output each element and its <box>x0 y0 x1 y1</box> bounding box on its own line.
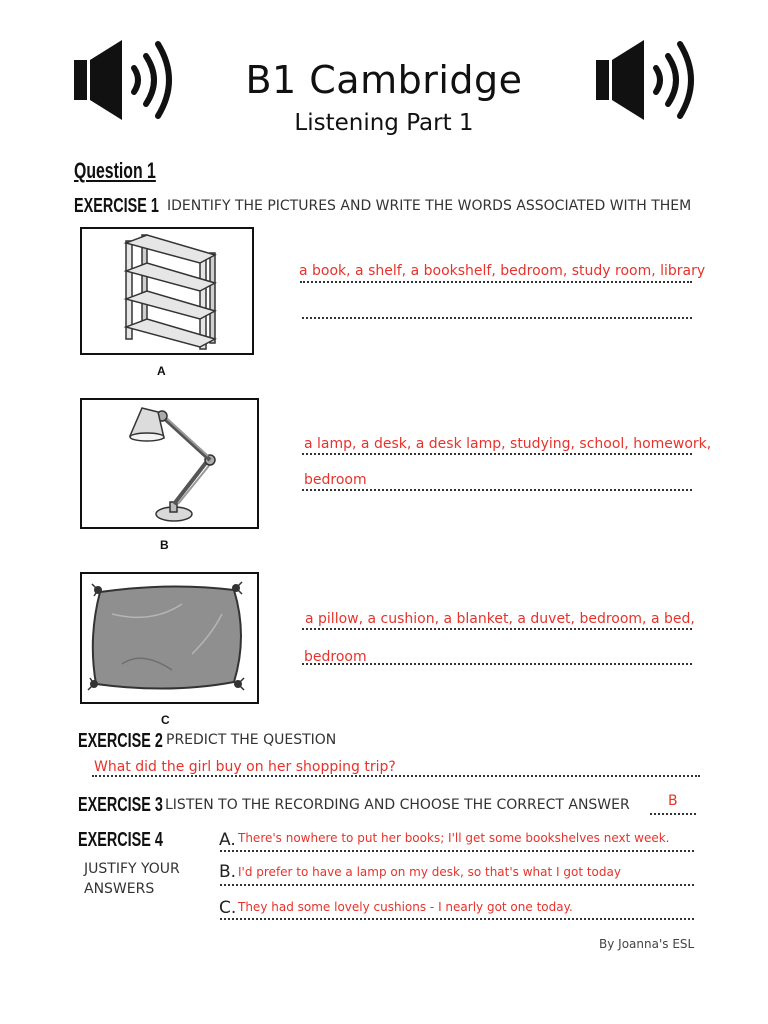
picture-b <box>80 398 259 529</box>
exercise3-instruction: LISTEN TO THE RECORDING AND CHOOSE THE CORRECT ANSWER <box>165 797 630 813</box>
picture-c <box>80 572 259 704</box>
page-title: B1 Cambridge <box>245 58 523 102</box>
question-label: Question 1 <box>74 158 156 183</box>
option-a-letter: A. <box>219 830 236 850</box>
picture-a-line-1 <box>300 281 692 283</box>
picture-b-answer-2: bedroom <box>304 472 367 488</box>
picture-a-line-2 <box>302 317 692 319</box>
picture-a-letter: A <box>157 364 166 378</box>
page-subtitle: Listening Part 1 <box>294 110 474 136</box>
option-c-text: They had some lovely cushions - I nearly got one today. <box>238 900 573 914</box>
option-c-letter: C. <box>219 898 237 918</box>
option-a-line <box>220 850 694 852</box>
option-a-text: There's nowhere to put her books; I'll get some bookshelves next week. <box>238 831 670 845</box>
picture-b-line-2 <box>302 489 692 491</box>
picture-b-letter: B <box>160 538 169 552</box>
picture-a-answer-1: a book, a shelf, a bookshelf, bedroom, study room, library <box>299 263 706 279</box>
picture-c-letter: C <box>161 713 170 727</box>
option-b-text: I'd prefer to have a lamp on my desk, so that's what I got today <box>238 865 621 879</box>
exercise2-instruction: PREDICT THE QUESTION <box>166 732 337 748</box>
exercise3-answer: B <box>668 793 678 809</box>
option-b-letter: B. <box>219 862 237 882</box>
exercise2-line <box>92 775 700 777</box>
exercise2-answer: What did the girl buy on her shopping trip? <box>94 759 396 775</box>
exercise4-label: EXERCISE 4 <box>78 829 163 851</box>
picture-c-line-1 <box>302 628 692 630</box>
exercise1-instruction: IDENTIFY THE PICTURES AND WRITE THE WORDS ASSOCIATED WITH THEM <box>167 198 692 214</box>
exercise2-label: EXERCISE 2 <box>78 730 163 752</box>
exercise3-line <box>650 813 696 815</box>
pillow-icon <box>82 574 257 702</box>
exercise1-label: EXERCISE 1 <box>74 195 159 217</box>
picture-c-answer-2: bedroom <box>304 649 367 665</box>
picture-a <box>80 227 254 355</box>
picture-b-answer-1: a lamp, a desk, a desk lamp, studying, school, homework, <box>304 436 712 452</box>
desk-lamp-icon <box>82 400 257 527</box>
exercise4-instruction-2: ANSWERS <box>84 881 155 897</box>
exercise3-label: EXERCISE 3 <box>78 794 163 816</box>
picture-b-line-1 <box>302 453 692 455</box>
option-c-line <box>220 918 694 920</box>
picture-c-line-2 <box>302 663 692 665</box>
bookshelf-icon <box>82 229 252 353</box>
option-b-line <box>220 884 694 886</box>
footer-credit: By Joanna's ESL <box>599 937 695 951</box>
exercise4-instruction-1: JUSTIFY YOUR <box>84 861 180 877</box>
picture-c-answer-1: a pillow, a cushion, a blanket, a duvet, bedroom, a bed, <box>305 611 695 627</box>
